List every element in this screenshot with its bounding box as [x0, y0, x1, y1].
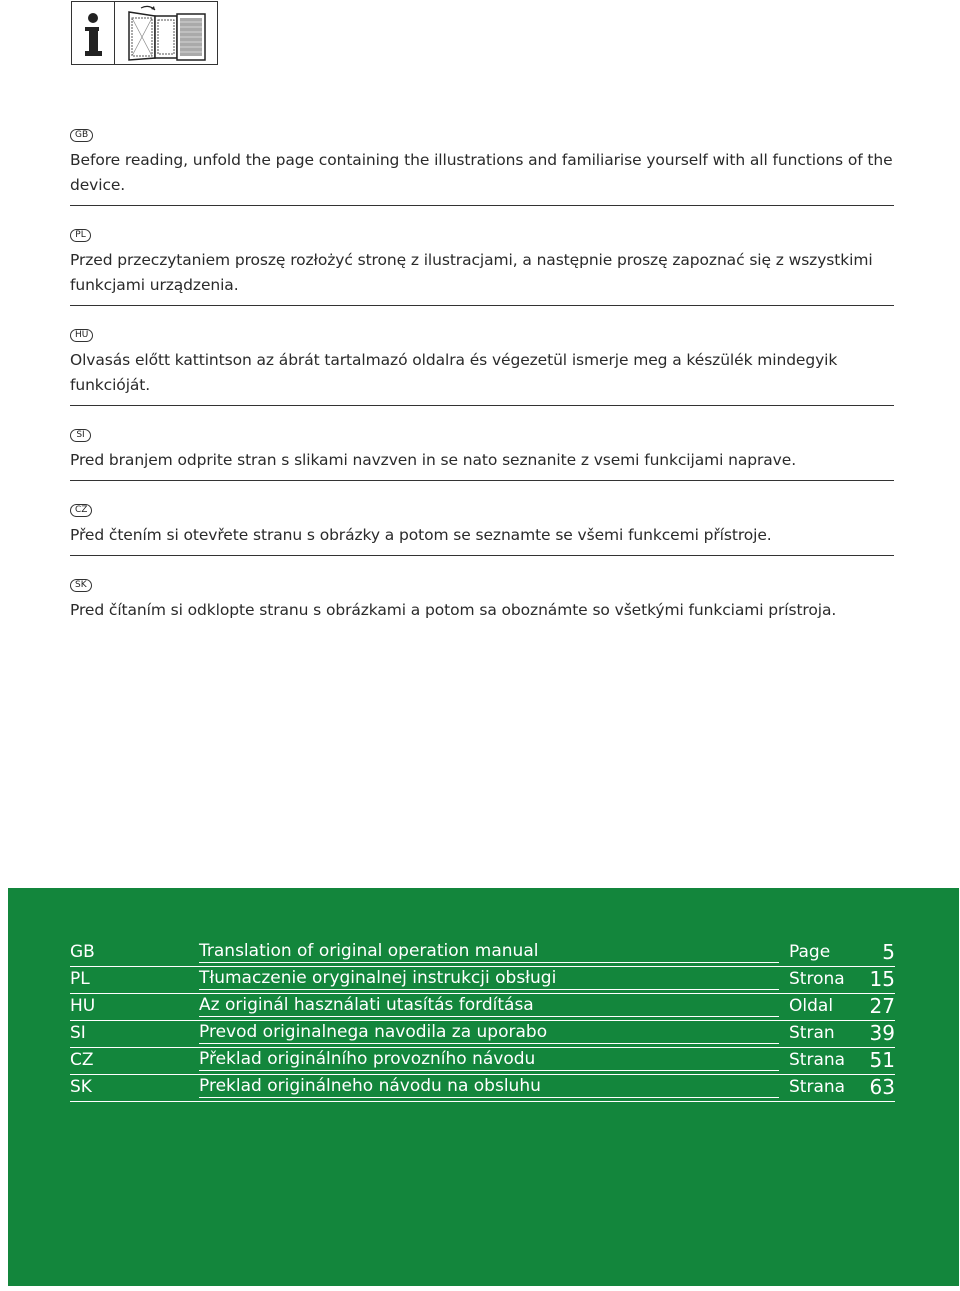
toc-row-gb[interactable] [70, 940, 895, 967]
language-badge: GB [70, 129, 93, 142]
section-text: Olvasás előtt kattintson az ábrát tartalmazó oldalra és végezetül ismerje meg a készülék mindegyik funkcióját. [70, 351, 838, 394]
language-badge: PL [70, 229, 91, 242]
toc-language-code: CZ [70, 1050, 94, 1070]
toc-page-number: 27 [869, 994, 895, 1018]
toc-page-number: 63 [869, 1075, 895, 1099]
toc-row-cz[interactable] [70, 1048, 895, 1075]
toc-language-code: HU [70, 996, 96, 1016]
toc-language-code: PL [70, 969, 90, 989]
toc-underline [70, 1101, 895, 1102]
unfold-page-icon [114, 1, 218, 65]
toc-page-label: Oldal [789, 996, 834, 1016]
toc-language-code: GB [70, 942, 95, 962]
language-badge: CZ [70, 504, 92, 517]
toc-row-si[interactable] [70, 1021, 895, 1048]
language-badge: SK [70, 579, 92, 592]
section-text: Pred branjem odprite stran s slikami navzven in se nato seznanite z vsemi funkcijami naprave. [70, 451, 797, 469]
toc-page-label: Strana [789, 1077, 846, 1097]
toc-title: Az originál használati utasítás fordítása [199, 994, 779, 1017]
toc-page-number: 5 [882, 940, 895, 964]
section-text: Pred čítaním si odklopte stranu s obrázkami a potom sa oboznámte so všetkými funkciami prístroja. [70, 601, 837, 619]
toc-title: Prevod originalnega navodila za uporabo [199, 1021, 779, 1044]
toc-page-number: 39 [869, 1021, 895, 1045]
toc-row-sk[interactable] [70, 1075, 895, 1102]
section-text: Przed przeczytaniem proszę rozłożyć stronę z ilustracjami, a następnie proszę zapoznać się z wszystkimi funkcjami urządzenia. [70, 251, 873, 294]
section-cz [70, 497, 894, 548]
section-text: Before reading, unfold the page containing the illustrations and familiarise yourself with all functions of the device. [70, 151, 893, 194]
language-badge: HU [70, 329, 93, 342]
divider [70, 305, 894, 306]
toc-page-number: 15 [869, 967, 895, 991]
toc-title: Preklad originálneho návodu na obsluhu [199, 1075, 779, 1098]
toc-row-hu[interactable] [70, 994, 895, 1021]
toc-page-number: 51 [869, 1048, 895, 1072]
divider [70, 555, 894, 556]
table-of-contents-panel [8, 888, 959, 1286]
language-badge: SI [70, 429, 91, 442]
toc-page-label: Strona [789, 969, 845, 989]
divider [70, 480, 894, 481]
info-icon [71, 1, 115, 65]
divider [70, 405, 894, 406]
section-sk [70, 572, 894, 623]
toc-page-label: Stran [789, 1023, 835, 1043]
toc-title: Překlad originálního provozního návodu [199, 1048, 779, 1071]
toc-language-code: SK [70, 1077, 92, 1097]
toc-title: Tłumaczenie oryginalnej instrukcji obsługi [199, 967, 779, 990]
section-si [70, 422, 894, 473]
toc-language-code: SI [70, 1023, 86, 1043]
section-pl [70, 222, 894, 298]
toc-row-pl[interactable] [70, 967, 895, 994]
toc-page-label: Page [789, 942, 831, 962]
section-hu [70, 322, 894, 398]
divider [70, 205, 894, 206]
toc-page-label: Strana [789, 1050, 846, 1070]
section-text: Před čtením si otevřete stranu s obrázky a potom se seznamte se všemi funkcemi přístroje. [70, 526, 772, 544]
section-gb [70, 122, 894, 198]
toc-title: Translation of original operation manual [199, 940, 779, 963]
